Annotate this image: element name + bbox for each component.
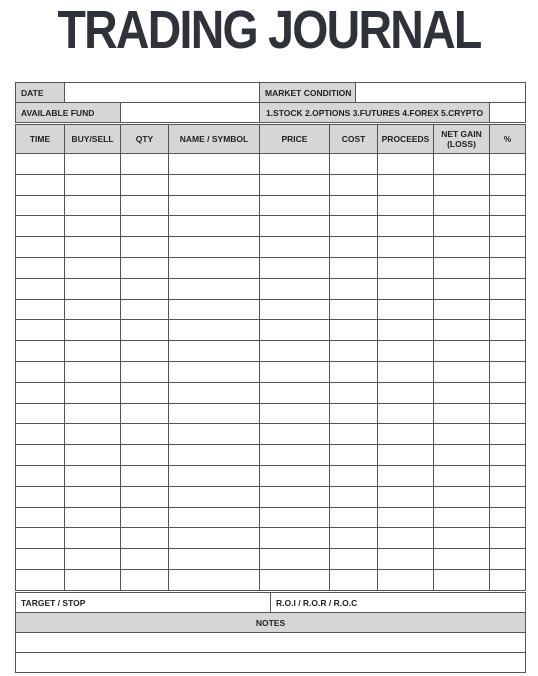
- log-cell[interactable]: [260, 237, 330, 258]
- log-cell[interactable]: [169, 382, 260, 403]
- log-cell[interactable]: [378, 507, 434, 528]
- log-cell[interactable]: [330, 424, 378, 445]
- log-cell[interactable]: [490, 486, 526, 507]
- log-row: [16, 216, 526, 237]
- log-cell[interactable]: [490, 569, 526, 590]
- log-cell[interactable]: [378, 320, 434, 341]
- log-row: [16, 465, 526, 486]
- page-title: TRADING JOURNAL: [57, 0, 481, 60]
- log-cell[interactable]: [16, 445, 65, 466]
- log-cell[interactable]: [260, 216, 330, 237]
- log-cell[interactable]: [260, 154, 330, 175]
- log-cell[interactable]: [330, 278, 378, 299]
- roi-label: R.O.I / R.O.R / R.O.C: [271, 593, 526, 613]
- log-cell[interactable]: [490, 154, 526, 175]
- log-cell[interactable]: [121, 528, 169, 549]
- summary-table: [15, 592, 526, 673]
- log-cell[interactable]: [330, 216, 378, 237]
- log-row: [16, 424, 526, 445]
- log-cell[interactable]: [169, 320, 260, 341]
- log-cell[interactable]: [16, 257, 65, 278]
- log-cell[interactable]: [16, 382, 65, 403]
- log-cell[interactable]: [169, 361, 260, 382]
- log-cell[interactable]: [330, 507, 378, 528]
- log-cell[interactable]: [169, 424, 260, 445]
- log-cell[interactable]: [16, 507, 65, 528]
- log-cell[interactable]: [16, 320, 65, 341]
- log-cell[interactable]: [65, 154, 121, 175]
- log-cell[interactable]: [434, 278, 490, 299]
- log-cell[interactable]: [490, 549, 526, 570]
- log-cell[interactable]: [490, 528, 526, 549]
- log-cell[interactable]: [434, 528, 490, 549]
- log-cell[interactable]: [490, 424, 526, 445]
- log-cell[interactable]: [330, 299, 378, 320]
- col-header-name-symbol: NAME / SYMBOL: [169, 125, 260, 154]
- log-cell[interactable]: [260, 361, 330, 382]
- log-row: [16, 549, 526, 570]
- log-cell[interactable]: [16, 299, 65, 320]
- log-cell[interactable]: [490, 278, 526, 299]
- market-condition-label: MARKET CONDITION: [260, 83, 356, 103]
- log-cell[interactable]: [16, 174, 65, 195]
- log-row: [16, 195, 526, 216]
- log-cell[interactable]: [169, 299, 260, 320]
- log-cell[interactable]: [65, 465, 121, 486]
- log-cell[interactable]: [65, 299, 121, 320]
- asset-types-label: 1.STOCK 2.OPTIONS 3.FUTURES 4.FOREX 5.CRYPTO: [260, 103, 490, 123]
- log-row: [16, 361, 526, 382]
- target-stop-label: TARGET / STOP: [16, 593, 271, 613]
- trade-log-table: [15, 124, 526, 591]
- log-row: [16, 445, 526, 466]
- market-condition-field[interactable]: [356, 83, 526, 103]
- log-cell[interactable]: [378, 154, 434, 175]
- log-cell[interactable]: [260, 569, 330, 590]
- log-cell[interactable]: [490, 320, 526, 341]
- log-row: [16, 320, 526, 341]
- log-cell[interactable]: [16, 278, 65, 299]
- log-cell[interactable]: [490, 237, 526, 258]
- notes-line[interactable]: [16, 633, 526, 653]
- log-cell[interactable]: [434, 403, 490, 424]
- log-row: [16, 569, 526, 590]
- log-cell[interactable]: [434, 341, 490, 362]
- log-cell[interactable]: [65, 257, 121, 278]
- log-cell[interactable]: [434, 320, 490, 341]
- log-cell[interactable]: [260, 299, 330, 320]
- log-cell[interactable]: [169, 278, 260, 299]
- log-cell[interactable]: [121, 237, 169, 258]
- col-header-percent: %: [490, 125, 526, 154]
- log-cell[interactable]: [65, 174, 121, 195]
- log-cell[interactable]: [490, 257, 526, 278]
- log-cell[interactable]: [378, 382, 434, 403]
- log-cell[interactable]: [65, 341, 121, 362]
- log-row: [16, 528, 526, 549]
- log-cell[interactable]: [121, 486, 169, 507]
- log-row: [16, 507, 526, 528]
- log-cell[interactable]: [378, 445, 434, 466]
- log-cell[interactable]: [490, 195, 526, 216]
- date-field[interactable]: [65, 83, 260, 103]
- col-header-buy-sell: BUY/SELL: [65, 125, 121, 154]
- notes-header: NOTES: [16, 613, 526, 633]
- log-cell[interactable]: [121, 465, 169, 486]
- log-cell[interactable]: [490, 403, 526, 424]
- log-cell[interactable]: [490, 361, 526, 382]
- log-cell[interactable]: [490, 174, 526, 195]
- log-cell[interactable]: [330, 445, 378, 466]
- log-cell[interactable]: [121, 507, 169, 528]
- log-cell[interactable]: [169, 174, 260, 195]
- log-cell[interactable]: [434, 361, 490, 382]
- col-header-net-gain: NET GAIN (LOSS): [434, 125, 490, 154]
- log-cell[interactable]: [434, 445, 490, 466]
- log-cell[interactable]: [434, 216, 490, 237]
- col-header-price: PRICE: [260, 125, 330, 154]
- log-cell[interactable]: [434, 465, 490, 486]
- log-cell[interactable]: [169, 445, 260, 466]
- log-cell[interactable]: [169, 465, 260, 486]
- log-cell[interactable]: [169, 486, 260, 507]
- log-cell[interactable]: [490, 341, 526, 362]
- log-row: [16, 299, 526, 320]
- log-cell[interactable]: [260, 549, 330, 570]
- log-cell[interactable]: [434, 569, 490, 590]
- log-row: [16, 382, 526, 403]
- log-cell[interactable]: [121, 403, 169, 424]
- log-cell[interactable]: [378, 195, 434, 216]
- log-cell[interactable]: [434, 195, 490, 216]
- log-cell[interactable]: [490, 216, 526, 237]
- log-cell[interactable]: [378, 486, 434, 507]
- col-header-proceeds: PROCEEDS: [378, 125, 434, 154]
- log-cell[interactable]: [378, 237, 434, 258]
- log-cell[interactable]: [65, 216, 121, 237]
- log-cell[interactable]: [330, 486, 378, 507]
- asset-type-field[interactable]: [490, 103, 526, 123]
- log-cell[interactable]: [330, 382, 378, 403]
- log-cell[interactable]: [121, 257, 169, 278]
- log-cell[interactable]: [490, 299, 526, 320]
- log-row: [16, 341, 526, 362]
- log-cell[interactable]: [121, 174, 169, 195]
- log-cell[interactable]: [260, 424, 330, 445]
- log-cell[interactable]: [65, 361, 121, 382]
- log-cell[interactable]: [378, 257, 434, 278]
- log-cell[interactable]: [121, 154, 169, 175]
- log-cell[interactable]: [121, 216, 169, 237]
- log-cell[interactable]: [260, 445, 330, 466]
- log-cell[interactable]: [169, 569, 260, 590]
- log-cell[interactable]: [169, 154, 260, 175]
- log-cell[interactable]: [16, 361, 65, 382]
- log-cell[interactable]: [65, 424, 121, 445]
- log-cell[interactable]: [121, 299, 169, 320]
- log-cell[interactable]: [330, 361, 378, 382]
- info-table: [15, 82, 526, 123]
- log-cell[interactable]: [65, 486, 121, 507]
- log-cell[interactable]: [378, 216, 434, 237]
- col-header-qty: QTY: [121, 125, 169, 154]
- log-cell[interactable]: [260, 382, 330, 403]
- log-cell[interactable]: [169, 549, 260, 570]
- log-cell[interactable]: [330, 174, 378, 195]
- log-cell[interactable]: [378, 465, 434, 486]
- log-cell[interactable]: [169, 528, 260, 549]
- log-cell[interactable]: [16, 195, 65, 216]
- log-cell[interactable]: [330, 569, 378, 590]
- log-cell[interactable]: [169, 237, 260, 258]
- log-cell[interactable]: [121, 569, 169, 590]
- log-cell[interactable]: [260, 195, 330, 216]
- log-cell[interactable]: [169, 507, 260, 528]
- log-cell[interactable]: [378, 569, 434, 590]
- log-cell[interactable]: [260, 174, 330, 195]
- log-cell[interactable]: [490, 465, 526, 486]
- column-header-row: [16, 125, 526, 154]
- col-header-time: TIME: [16, 125, 65, 154]
- log-cell[interactable]: [65, 569, 121, 590]
- log-cell[interactable]: [260, 507, 330, 528]
- log-cell[interactable]: [16, 569, 65, 590]
- log-cell[interactable]: [378, 549, 434, 570]
- log-cell[interactable]: [330, 154, 378, 175]
- log-cell[interactable]: [490, 382, 526, 403]
- log-row: [16, 237, 526, 258]
- log-cell[interactable]: [16, 403, 65, 424]
- log-row: [16, 278, 526, 299]
- log-cell[interactable]: [169, 257, 260, 278]
- log-cell[interactable]: [330, 528, 378, 549]
- log-cell[interactable]: [434, 507, 490, 528]
- available-fund-field[interactable]: [121, 103, 260, 123]
- log-cell[interactable]: [65, 195, 121, 216]
- log-cell[interactable]: [378, 528, 434, 549]
- log-cell[interactable]: [260, 257, 330, 278]
- log-cell[interactable]: [65, 278, 121, 299]
- log-cell[interactable]: [16, 216, 65, 237]
- log-cell[interactable]: [121, 195, 169, 216]
- log-cell[interactable]: [330, 257, 378, 278]
- log-cell[interactable]: [490, 445, 526, 466]
- log-cell[interactable]: [16, 424, 65, 445]
- log-row: [16, 486, 526, 507]
- log-cell[interactable]: [378, 403, 434, 424]
- log-cell[interactable]: [434, 299, 490, 320]
- log-cell[interactable]: [65, 403, 121, 424]
- log-cell[interactable]: [169, 341, 260, 362]
- log-cell[interactable]: [16, 237, 65, 258]
- log-cell[interactable]: [121, 549, 169, 570]
- log-cell[interactable]: [434, 154, 490, 175]
- log-cell[interactable]: [330, 320, 378, 341]
- log-cell[interactable]: [121, 278, 169, 299]
- available-fund-label: AVAILABLE FUND: [16, 103, 121, 123]
- log-cell[interactable]: [260, 341, 330, 362]
- log-cell[interactable]: [121, 445, 169, 466]
- log-cell[interactable]: [16, 528, 65, 549]
- col-header-cost: COST: [330, 125, 378, 154]
- log-cell[interactable]: [65, 237, 121, 258]
- log-cell[interactable]: [434, 174, 490, 195]
- log-cell[interactable]: [434, 382, 490, 403]
- log-row: [16, 154, 526, 175]
- log-cell[interactable]: [330, 465, 378, 486]
- log-cell[interactable]: [490, 507, 526, 528]
- log-cell[interactable]: [65, 549, 121, 570]
- log-row: [16, 174, 526, 195]
- log-cell[interactable]: [121, 382, 169, 403]
- date-label: DATE: [16, 83, 65, 103]
- log-cell[interactable]: [378, 361, 434, 382]
- log-cell[interactable]: [434, 486, 490, 507]
- log-cell[interactable]: [16, 465, 65, 486]
- log-cell[interactable]: [260, 486, 330, 507]
- log-cell[interactable]: [330, 195, 378, 216]
- log-cell[interactable]: [434, 237, 490, 258]
- log-cell[interactable]: [260, 320, 330, 341]
- log-cell[interactable]: [65, 445, 121, 466]
- log-cell[interactable]: [330, 549, 378, 570]
- log-cell[interactable]: [121, 341, 169, 362]
- log-row: [16, 257, 526, 278]
- log-cell[interactable]: [434, 424, 490, 445]
- log-cell[interactable]: [169, 216, 260, 237]
- log-cell[interactable]: [16, 549, 65, 570]
- log-cell[interactable]: [121, 424, 169, 445]
- log-cell[interactable]: [169, 195, 260, 216]
- log-cell[interactable]: [65, 320, 121, 341]
- log-cell[interactable]: [65, 528, 121, 549]
- log-cell[interactable]: [260, 528, 330, 549]
- notes-line[interactable]: [16, 653, 526, 673]
- log-cell[interactable]: [260, 278, 330, 299]
- log-cell[interactable]: [330, 341, 378, 362]
- log-cell[interactable]: [16, 341, 65, 362]
- log-cell[interactable]: [16, 486, 65, 507]
- log-cell[interactable]: [434, 549, 490, 570]
- log-cell[interactable]: [378, 299, 434, 320]
- log-cell[interactable]: [330, 403, 378, 424]
- log-cell[interactable]: [378, 174, 434, 195]
- log-cell[interactable]: [260, 465, 330, 486]
- log-row: [16, 403, 526, 424]
- log-cell[interactable]: [16, 154, 65, 175]
- log-cell[interactable]: [434, 257, 490, 278]
- log-cell[interactable]: [378, 278, 434, 299]
- log-cell[interactable]: [65, 382, 121, 403]
- log-cell[interactable]: [260, 403, 330, 424]
- log-cell[interactable]: [330, 237, 378, 258]
- log-cell[interactable]: [65, 507, 121, 528]
- log-cell[interactable]: [169, 403, 260, 424]
- log-cell[interactable]: [378, 424, 434, 445]
- log-cell[interactable]: [121, 361, 169, 382]
- log-cell[interactable]: [378, 341, 434, 362]
- log-cell[interactable]: [121, 320, 169, 341]
